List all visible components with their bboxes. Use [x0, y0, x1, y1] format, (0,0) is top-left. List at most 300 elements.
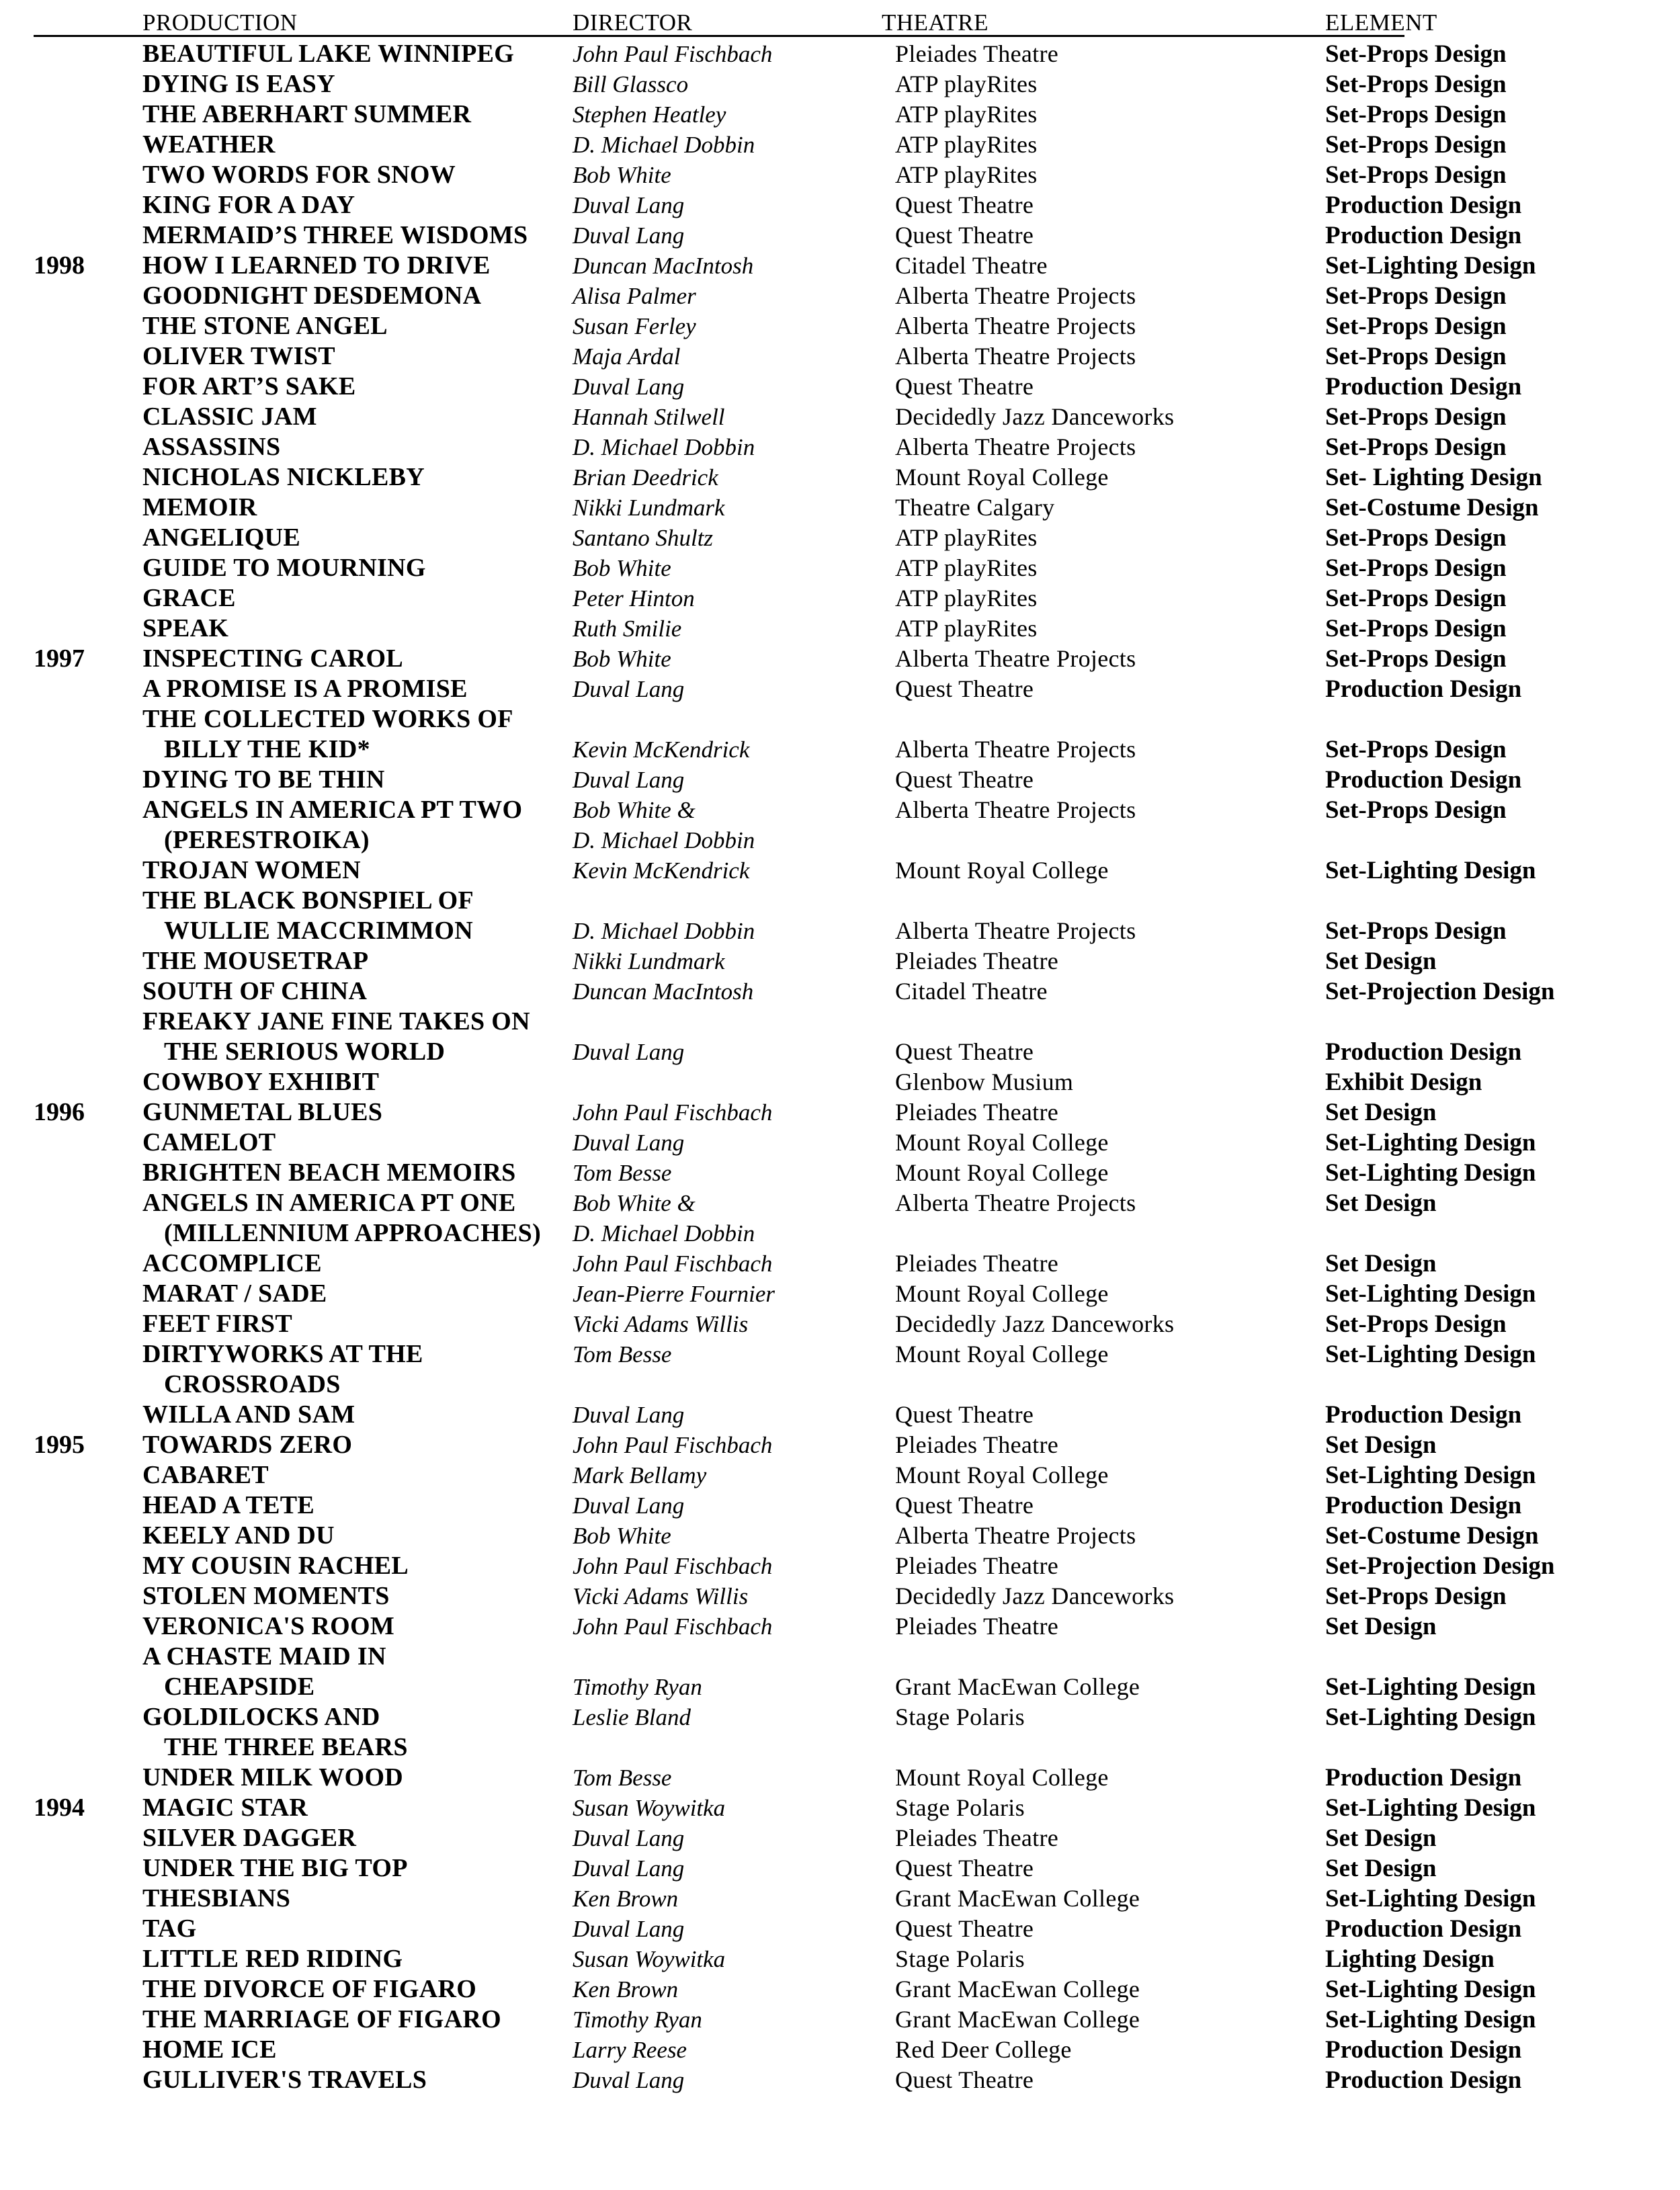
design-element: Set-Lighting Design — [1325, 1341, 1536, 1368]
production-title: THE DIVORCE OF FIGARO — [142, 1975, 477, 2003]
theatre-name: Decidedly Jazz Danceworks — [895, 403, 1175, 430]
table-row — [0, 2065, 1680, 2095]
theatre-name: Decidedly Jazz Danceworks — [895, 1583, 1175, 1609]
theatre-name: Stage Polaris — [895, 1794, 1025, 1821]
design-element: Set-Props Design — [1325, 282, 1507, 310]
theatre-name: Theatre Calgary — [895, 494, 1055, 521]
director-name: Vicki Adams Willis — [573, 1311, 749, 1337]
table-row — [0, 251, 1680, 281]
director-name: D. Michael Dobbin — [573, 827, 755, 853]
director-name: Timothy Ryan — [573, 1674, 702, 1700]
director-name: Duval Lang — [573, 1402, 685, 1428]
director-name: Tom Besse — [573, 1341, 672, 1367]
design-element: Production Design — [1325, 1915, 1522, 1943]
theatre-name: Mount Royal College — [895, 1280, 1109, 1307]
table-row — [0, 1732, 1680, 1763]
table-row — [0, 1067, 1680, 1097]
table-row — [0, 1853, 1680, 1884]
design-element: Set-Props Design — [1325, 101, 1507, 128]
director-name: Duncan MacIntosh — [573, 978, 754, 1005]
director-name: Maja Ardal — [573, 343, 681, 370]
production-title: DYING TO BE THIN — [142, 765, 385, 794]
production-title: THE STONE ANGEL — [142, 312, 388, 340]
table-row — [0, 432, 1680, 462]
table-row — [0, 99, 1680, 130]
director-name: Santano Shultz — [573, 525, 714, 551]
production-title: WEATHER — [142, 130, 276, 159]
director-name: Duval Lang — [573, 676, 685, 702]
theatre-name: Pleiades Theatre — [895, 1552, 1059, 1579]
table-row — [0, 734, 1680, 765]
production-title: HEAD A TETE — [142, 1491, 315, 1519]
theatre-name: Pleiades Theatre — [895, 1824, 1059, 1851]
table-row — [0, 1037, 1680, 1067]
production-title: VERONICA'S ROOM — [142, 1612, 395, 1640]
year-cell: 1994 — [34, 1794, 85, 1822]
design-element: Set-Props Design — [1325, 403, 1507, 431]
director-name: D. Michael Dobbin — [573, 918, 755, 944]
table-row — [0, 1944, 1680, 1974]
director-name: Duval Lang — [573, 192, 685, 218]
design-element: Set-Projection Design — [1325, 978, 1555, 1005]
design-element: Set-Lighting Design — [1325, 1280, 1536, 1308]
theatre-name: ATP playRites — [895, 71, 1038, 97]
theatre-name: Quest Theatre — [895, 373, 1034, 400]
table-row — [0, 1551, 1680, 1581]
production-title: COWBOY EXHIBIT — [142, 1068, 380, 1096]
design-element: Set-Projection Design — [1325, 1552, 1555, 1580]
design-element: Set-Props Design — [1325, 343, 1507, 370]
director-name: Brian Deedrick — [573, 464, 718, 491]
design-element: Production Design — [1325, 222, 1522, 249]
theatre-name: Alberta Theatre Projects — [895, 433, 1136, 460]
theatre-name: Pleiades Theatre — [895, 1250, 1059, 1277]
table-row — [0, 1672, 1680, 1702]
theatre-name: ATP playRites — [895, 615, 1038, 642]
design-element: Set Design — [1325, 1250, 1437, 1277]
table-row — [0, 1339, 1680, 1370]
table-row — [0, 1611, 1680, 1642]
table-row — [0, 402, 1680, 432]
table-row — [0, 855, 1680, 886]
production-title: THE MOUSETRAP — [142, 947, 369, 975]
production-title: TWO WORDS FOR SNOW — [142, 161, 456, 189]
theatre-name: Quest Theatre — [895, 1915, 1034, 1942]
production-title: GRACE — [142, 584, 236, 612]
table-row — [0, 69, 1680, 99]
production-title: THESBIANS — [142, 1884, 291, 1912]
production-title: TROJAN WOMEN — [142, 856, 361, 884]
production-title: THE THREE BEARS — [164, 1733, 408, 1761]
director-name: Duval Lang — [573, 222, 685, 249]
director-name: Susan Woywitka — [573, 1795, 726, 1821]
director-name: Tom Besse — [573, 1160, 672, 1186]
director-name: Stephen Heatley — [573, 101, 726, 128]
director-name: John Paul Fischbach — [573, 1251, 773, 1277]
table-row — [0, 493, 1680, 523]
design-element: Set Design — [1325, 1189, 1437, 1217]
design-element: Set-Lighting Design — [1325, 1703, 1536, 1731]
director-name: Duval Lang — [573, 1916, 685, 1942]
theatre-name: Alberta Theatre Projects — [895, 312, 1136, 339]
table-row — [0, 1702, 1680, 1732]
production-title: THE MARRIAGE OF FIGARO — [142, 2005, 502, 2033]
design-element: Set-Lighting Design — [1325, 857, 1536, 884]
production-title: WULLIE MACCRIMMON — [164, 917, 474, 945]
table-row — [0, 1218, 1680, 1249]
theatre-name: Quest Theatre — [895, 675, 1034, 702]
design-element: Production Design — [1325, 2066, 1522, 2094]
table-row — [0, 825, 1680, 855]
design-element: Set-Props Design — [1325, 312, 1507, 340]
table-row — [0, 1430, 1680, 1460]
director-name: Duval Lang — [573, 1825, 685, 1851]
table-row — [0, 1249, 1680, 1279]
production-title: THE ABERHART SUMMER — [142, 100, 472, 128]
theatre-name: Quest Theatre — [895, 766, 1034, 793]
theatre-name: Pleiades Theatre — [895, 947, 1059, 974]
table-row — [0, 1128, 1680, 1158]
table-row — [0, 1400, 1680, 1430]
production-title: A PROMISE IS A PROMISE — [142, 675, 468, 703]
director-name: Duval Lang — [573, 1130, 685, 1156]
design-element: Set-Props Design — [1325, 917, 1507, 945]
theatre-name: Mount Royal College — [895, 1159, 1109, 1186]
table-row — [0, 523, 1680, 553]
director-name: Tom Besse — [573, 1765, 672, 1791]
design-element: Set-Props Design — [1325, 1583, 1507, 1610]
design-element: Set-Lighting Design — [1325, 1885, 1536, 1912]
theatre-name: Citadel Theatre — [895, 252, 1048, 279]
table-row — [0, 1823, 1680, 1853]
director-name: Duval Lang — [573, 1855, 685, 1882]
production-title: DYING IS EASY — [142, 70, 335, 98]
theatre-name: Quest Theatre — [895, 192, 1034, 218]
design-element: Set-Props Design — [1325, 161, 1507, 189]
theatre-name: Mount Royal College — [895, 464, 1109, 491]
director-name: Leslie Bland — [573, 1704, 691, 1730]
header-element: ELEMENT — [1325, 9, 1437, 36]
director-name: Hannah Stilwell — [573, 404, 725, 430]
director-name: Bob White & — [573, 1190, 696, 1216]
table-row — [0, 341, 1680, 372]
table-row — [0, 1490, 1680, 1521]
table-row — [0, 916, 1680, 946]
production-title: CHEAPSIDE — [164, 1673, 315, 1701]
director-name: Vicki Adams Willis — [573, 1583, 749, 1609]
theatre-name: ATP playRites — [895, 585, 1038, 612]
director-name: Ruth Smilie — [573, 616, 682, 642]
production-table — [0, 39, 1680, 2095]
production-title: BILLY THE KID* — [164, 735, 370, 763]
director-name: Susan Woywitka — [573, 1946, 726, 1972]
director-name: Bob White — [573, 646, 671, 672]
design-element: Set- Lighting Design — [1325, 464, 1542, 491]
table-row — [0, 1521, 1680, 1551]
year-cell: 1996 — [34, 1098, 85, 1126]
design-element: Set Design — [1325, 1855, 1437, 1882]
table-row — [0, 160, 1680, 190]
design-element: Production Design — [1325, 1038, 1522, 1066]
production-title: FEET FIRST — [142, 1310, 292, 1338]
director-name: Duval Lang — [573, 767, 685, 793]
director-name: Bob White & — [573, 797, 696, 823]
director-name: D. Michael Dobbin — [573, 434, 755, 460]
production-title: WILLA AND SAM — [142, 1400, 355, 1429]
director-name: Ken Brown — [573, 1976, 679, 2003]
production-title: FOR ART’S SAKE — [142, 372, 356, 401]
design-element: Set-Props Design — [1325, 615, 1507, 642]
theatre-name: ATP playRites — [895, 161, 1038, 188]
production-title: KEELY AND DU — [142, 1521, 335, 1550]
design-element: Set-Lighting Design — [1325, 1794, 1536, 1822]
production-title: CABARET — [142, 1461, 269, 1489]
production-title: CAMELOT — [142, 1128, 276, 1156]
theatre-name: Pleiades Theatre — [895, 1099, 1059, 1126]
director-name: D. Michael Dobbin — [573, 1220, 755, 1247]
director-name: John Paul Fischbach — [573, 1553, 773, 1579]
table-row — [0, 1279, 1680, 1309]
director-name: D. Michael Dobbin — [573, 132, 755, 158]
design-element: Set-Costume Design — [1325, 494, 1539, 521]
table-row — [0, 1097, 1680, 1128]
table-row — [0, 583, 1680, 614]
production-title: MY COUSIN RACHEL — [142, 1552, 409, 1580]
production-title: CROSSROADS — [164, 1370, 341, 1398]
production-title: UNDER THE BIG TOP — [142, 1854, 408, 1882]
table-row — [0, 2005, 1680, 2035]
table-row — [0, 1460, 1680, 1490]
theatre-name: ATP playRites — [895, 101, 1038, 128]
theatre-name: Mount Royal College — [895, 1764, 1109, 1791]
production-title: MARAT / SADE — [142, 1279, 327, 1308]
header-theatre: THEATRE — [882, 9, 989, 36]
production-title: HOW I LEARNED TO DRIVE — [142, 251, 491, 280]
production-title: MAGIC STAR — [142, 1794, 308, 1822]
table-row — [0, 372, 1680, 402]
theatre-name: Alberta Theatre Projects — [895, 645, 1136, 672]
table-row — [0, 1914, 1680, 1944]
design-element: Set Design — [1325, 1824, 1437, 1852]
design-element: Set Design — [1325, 1431, 1437, 1459]
table-row — [0, 886, 1680, 916]
theatre-name: ATP playRites — [895, 524, 1038, 551]
table-row — [0, 1309, 1680, 1339]
director-name: Alisa Palmer — [573, 283, 696, 309]
theatre-name: ATP playRites — [895, 131, 1038, 158]
director-name: Duval Lang — [573, 1492, 685, 1519]
theatre-name: Stage Polaris — [895, 1945, 1025, 1972]
design-element: Set-Lighting Design — [1325, 1159, 1536, 1187]
design-element: Set-Props Design — [1325, 585, 1507, 612]
table-row — [0, 39, 1680, 69]
table-row — [0, 976, 1680, 1007]
theatre-name: Alberta Theatre Projects — [895, 796, 1136, 823]
design-element: Set-Props Design — [1325, 736, 1507, 763]
table-row — [0, 553, 1680, 583]
theatre-name: Mount Royal College — [895, 857, 1109, 884]
production-title: SOUTH OF CHINA — [142, 977, 368, 1005]
design-element: Set-Props Design — [1325, 524, 1507, 552]
table-row — [0, 644, 1680, 674]
director-name: Susan Ferley — [573, 313, 696, 339]
production-title: MERMAID’S THREE WISDOMS — [142, 221, 528, 249]
table-row — [0, 1974, 1680, 2005]
table-row — [0, 946, 1680, 976]
design-element: Production Design — [1325, 192, 1522, 219]
production-title: GULLIVER'S TRAVELS — [142, 2066, 427, 2094]
design-element: Set-Lighting Design — [1325, 1129, 1536, 1156]
production-title: INSPECTING CAROL — [142, 644, 404, 673]
theatre-name: ATP playRites — [895, 554, 1038, 581]
design-element: Production Design — [1325, 766, 1522, 794]
theatre-name: Quest Theatre — [895, 1492, 1034, 1519]
header-director: DIRECTOR — [573, 9, 693, 36]
theatre-name: Quest Theatre — [895, 1401, 1034, 1428]
theatre-name: Quest Theatre — [895, 2066, 1034, 2093]
design-element: Production Design — [1325, 2036, 1522, 2064]
production-title: THE COLLECTED WORKS OF — [142, 705, 513, 733]
director-name: Duncan MacIntosh — [573, 253, 754, 279]
table-row — [0, 220, 1680, 251]
theatre-name: Grant MacEwan College — [895, 1673, 1140, 1700]
theatre-name: Alberta Theatre Projects — [895, 282, 1136, 309]
director-name: Kevin McKendrick — [573, 736, 750, 763]
table-row — [0, 190, 1680, 220]
design-element: Production Design — [1325, 1401, 1522, 1429]
design-element: Set-Lighting Design — [1325, 1673, 1536, 1701]
director-name: Duval Lang — [573, 374, 685, 400]
table-row — [0, 1763, 1680, 1793]
table-row — [0, 2035, 1680, 2065]
theatre-name: Citadel Theatre — [895, 978, 1048, 1005]
table-row — [0, 1793, 1680, 1823]
production-title: A CHASTE MAID IN — [142, 1642, 386, 1671]
table-row — [0, 765, 1680, 795]
design-element: Production Design — [1325, 1492, 1522, 1519]
design-element: Set-Props Design — [1325, 71, 1507, 98]
table-row — [0, 614, 1680, 644]
director-name: Bill Glassco — [573, 71, 689, 97]
table-row — [0, 1884, 1680, 1914]
production-title: GOODNIGHT DESDEMONA — [142, 282, 482, 310]
theatre-name: Glenbow Musium — [895, 1068, 1074, 1095]
table-row — [0, 462, 1680, 493]
theatre-name: Alberta Theatre Projects — [895, 917, 1136, 944]
design-element: Set-Props Design — [1325, 1310, 1507, 1338]
design-element: Set Design — [1325, 947, 1437, 975]
theatre-name: Mount Royal College — [895, 1129, 1109, 1156]
design-element: Set Design — [1325, 1613, 1437, 1640]
production-title: THE SERIOUS WORLD — [164, 1038, 446, 1066]
production-title: ASSASSINS — [142, 433, 281, 461]
director-name: Bob White — [573, 555, 671, 581]
production-title: GOLDILOCKS AND — [142, 1703, 380, 1731]
director-name: Nikki Lundmark — [573, 495, 725, 521]
production-title: ANGELS IN AMERICA PT TWO — [142, 796, 523, 824]
director-name: Duval Lang — [573, 2067, 685, 2093]
table-row — [0, 1581, 1680, 1611]
design-element: Set Design — [1325, 1099, 1437, 1126]
design-element: Lighting Design — [1325, 1945, 1495, 1973]
director-name: Mark Bellamy — [573, 1462, 707, 1488]
director-name: Nikki Lundmark — [573, 948, 725, 974]
theatre-name: Decidedly Jazz Danceworks — [895, 1310, 1175, 1337]
table-row — [0, 311, 1680, 341]
table-row — [0, 704, 1680, 734]
theatre-name: Mount Royal College — [895, 1462, 1109, 1488]
production-title: GUIDE TO MOURNING — [142, 554, 426, 582]
production-title: TOWARDS ZERO — [142, 1431, 353, 1459]
theatre-name: Quest Theatre — [895, 222, 1034, 249]
director-name: Bob White — [573, 162, 671, 188]
production-title: BEAUTIFUL LAKE WINNIPEG — [142, 40, 515, 68]
theatre-name: Grant MacEwan College — [895, 1976, 1140, 2003]
design-element: Set-Props Design — [1325, 433, 1507, 461]
year-cell: 1998 — [34, 251, 85, 280]
production-title: SILVER DAGGER — [142, 1824, 357, 1852]
theatre-name: Pleiades Theatre — [895, 1613, 1059, 1640]
director-name: Bob White — [573, 1523, 671, 1549]
production-title: OLIVER TWIST — [142, 342, 335, 370]
production-title: DIRTYWORKS AT THE — [142, 1340, 423, 1368]
header-production: PRODUCTION — [142, 9, 298, 36]
production-title: STOLEN MOMENTS — [142, 1582, 390, 1610]
production-title: FREAKY JANE FINE TAKES ON — [142, 1007, 530, 1036]
director-name: Kevin McKendrick — [573, 857, 750, 884]
table-row — [0, 130, 1680, 160]
production-title: HOME ICE — [142, 2035, 277, 2064]
design-element: Set-Props Design — [1325, 645, 1507, 673]
design-element: Set-Props Design — [1325, 554, 1507, 582]
production-title: NICHOLAS NICKLEBY — [142, 463, 425, 491]
design-element: Production Design — [1325, 675, 1522, 703]
design-element: Exhibit Design — [1325, 1068, 1482, 1096]
design-element: Set-Props Design — [1325, 40, 1507, 68]
table-row — [0, 795, 1680, 825]
production-title: UNDER MILK WOOD — [142, 1763, 404, 1792]
production-title: TAG — [142, 1914, 197, 1943]
production-title: (PERESTROIKA) — [164, 826, 370, 854]
production-title: BRIGHTEN BEACH MEMOIRS — [142, 1159, 516, 1187]
production-title: ANGELS IN AMERICA PT ONE — [142, 1189, 516, 1217]
table-row — [0, 1158, 1680, 1188]
table-row — [0, 674, 1680, 704]
table-row — [0, 281, 1680, 311]
production-title: ANGELIQUE — [142, 523, 300, 552]
director-name: Jean-Pierre Fournier — [573, 1281, 775, 1307]
year-cell: 1997 — [34, 644, 85, 673]
director-name: John Paul Fischbach — [573, 1432, 773, 1458]
design-element: Set-Lighting Design — [1325, 2006, 1536, 2033]
theatre-name: Stage Polaris — [895, 1703, 1025, 1730]
design-element: Set-Lighting Design — [1325, 252, 1536, 280]
production-title: SPEAK — [142, 614, 229, 642]
year-cell: 1995 — [34, 1431, 85, 1459]
director-name: John Paul Fischbach — [573, 41, 773, 67]
production-title: GUNMETAL BLUES — [142, 1098, 383, 1126]
production-title: LITTLE RED RIDING — [142, 1945, 403, 1973]
design-element: Set-Props Design — [1325, 796, 1507, 824]
theatre-name: Mount Royal College — [895, 1341, 1109, 1367]
theatre-name: Alberta Theatre Projects — [895, 343, 1136, 370]
theatre-name: Red Deer College — [895, 2036, 1072, 2063]
theatre-name: Quest Theatre — [895, 1855, 1034, 1882]
design-element: Production Design — [1325, 1764, 1522, 1792]
production-title: KING FOR A DAY — [142, 191, 355, 219]
theatre-name: Alberta Theatre Projects — [895, 1189, 1136, 1216]
theatre-name: Pleiades Theatre — [895, 40, 1059, 67]
